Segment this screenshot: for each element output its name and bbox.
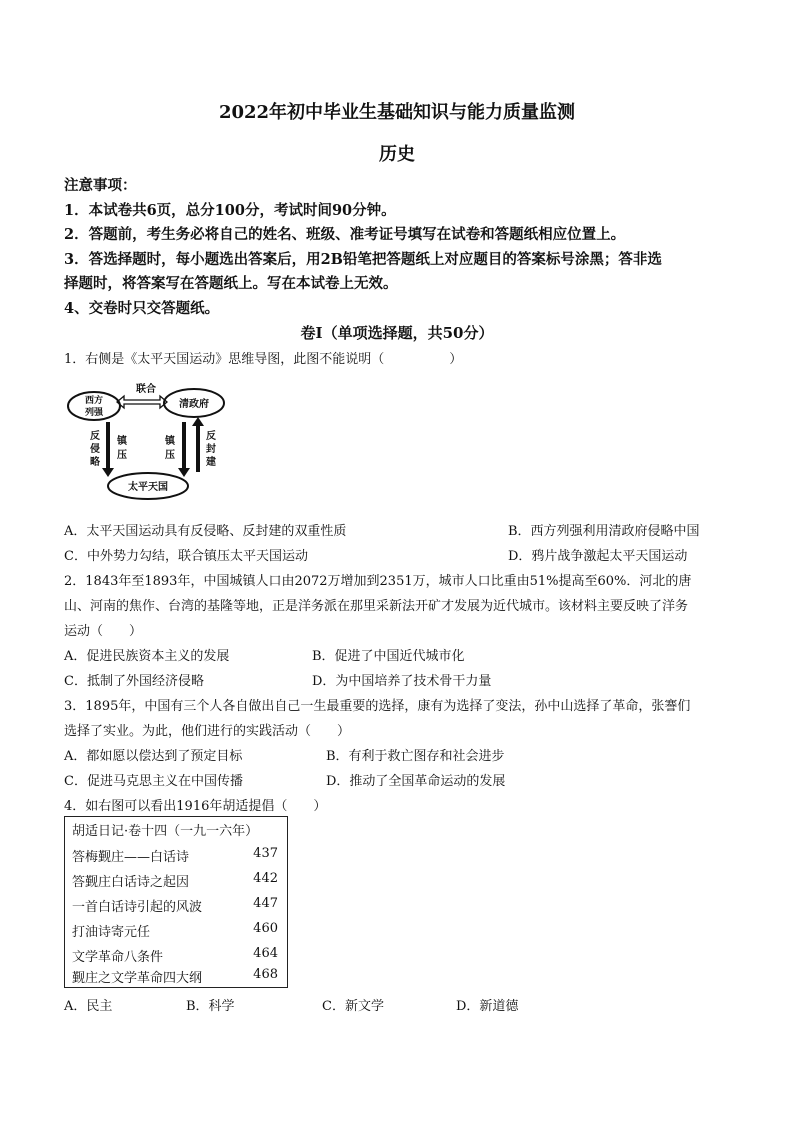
q2-option-a: A．促进民族资本主义的发展 — [64, 649, 230, 664]
anti-feudal-char: 反 — [206, 431, 216, 442]
diary-entry-page: 464 — [253, 946, 278, 961]
arrow-head — [102, 468, 114, 477]
note-item: 2．答题前，考生务必将自己的姓名、班级、准考证号填写在试卷和答题纸相应位置上。 — [64, 226, 626, 243]
diary-entry — [72, 946, 278, 965]
diary-entry-page: 437 — [253, 846, 278, 861]
diary-entry-title: 一首白话诗引起的风波 — [72, 900, 203, 915]
note-item: 3．答选择题时，每小题选出答案后，用2B铅笔把答题纸上对应题目的答案标号涂黑；答非选 — [64, 251, 662, 268]
anti-aggression-char: 略 — [90, 457, 100, 468]
diary-entry-page: 447 — [253, 896, 278, 911]
suppress-char: 镇 — [117, 436, 127, 447]
q4-option-b: B．科学 — [186, 999, 235, 1014]
west-label-2: 列强 — [84, 408, 104, 418]
anti-feudal-char: 封 — [206, 444, 216, 455]
q1-option-c: C．中外势力勾结，联合镇压太平天国运动 — [64, 549, 308, 564]
q3-stem-line: 选择了实业。为此，他们进行的实践活动（ ） — [64, 724, 351, 739]
anti-feudal-char: 建 — [206, 457, 216, 468]
q3-option-a: A．都如愿以偿达到了预定目标 — [64, 749, 243, 764]
qing-label: 清政府 — [179, 399, 209, 410]
q2-option-b: B．促进了中国近代城市化 — [312, 649, 465, 664]
diary-entry-title: 答梅觐庄——白话诗 — [72, 850, 190, 865]
diary-entry-page: 442 — [253, 871, 278, 886]
diary-entry — [72, 871, 278, 890]
note-item: 4、交卷时只交答题纸。 — [64, 300, 220, 317]
arrow-head — [192, 417, 204, 426]
q2-stem-line: 2．1843年至1893年，中国城镇人口由2072万增加到2351万，城市人口比重由51%提高至60%．河北的唐 — [64, 574, 692, 589]
q3-option-b: B．有利于救亡图存和社会进步 — [326, 749, 505, 764]
ally-label: 联合 — [136, 384, 156, 395]
diary-entry-page: 468 — [253, 967, 278, 982]
q2-stem-line: 运动（ ） — [64, 624, 143, 639]
q1-option-d: D．鸦片战争激起太平天国运动 — [508, 549, 688, 564]
q4-option-d: D．新道德 — [456, 999, 519, 1014]
diary-entry — [72, 967, 278, 986]
diary-entry — [72, 896, 278, 915]
suppress-char: 压 — [165, 450, 175, 461]
diary-entry-title: 文学革命八条件 — [72, 950, 164, 965]
taiping-label: 太平天国 — [128, 482, 168, 493]
subject-title: 历史 — [379, 144, 415, 165]
q4-stem: 4．如右图可以看出1916年胡适提倡（ ） — [64, 799, 327, 814]
hushi-diary-table — [64, 816, 288, 988]
q1-option-a: A．太平天国运动具有反侵略、反封建的双重性质 — [64, 524, 347, 539]
diary-entry — [72, 846, 278, 865]
q3-option-d: D．推动了全国革命运动的发展 — [326, 774, 506, 789]
anti-aggression-char: 反 — [90, 431, 100, 442]
q2-option-c: C．抵制了外国经济侵略 — [64, 674, 204, 689]
suppress-char: 压 — [117, 450, 127, 461]
q1-stem: 1．右侧是《太平天国运动》思维导图，此图不能说明（ ） — [64, 352, 463, 367]
diary-entry-title: 答觐庄白话诗之起因 — [72, 875, 190, 890]
note-item: 择题时，将答案写在答题纸上。写在本试卷上无效。 — [64, 275, 398, 292]
anti-aggression-char: 侵 — [90, 444, 100, 455]
diary-entry-title: 打油诗寄元任 — [72, 925, 151, 940]
exam-title: 2022年初中毕业生基础知识与能力质量监测 — [218, 102, 576, 123]
arrow-head — [178, 468, 190, 477]
west-label-1: 西方 — [84, 396, 104, 406]
diary-entry-title: 觐庄之文学革命四大纲 — [72, 971, 203, 986]
diary-title: 胡适日记·卷十四（一九一六年） — [72, 824, 259, 839]
q3-option-c: C．促进马克思主义在中国传播 — [64, 774, 243, 789]
taiping-mind-map — [66, 382, 236, 500]
section-title: 卷Ⅰ（单项选择题，共50分） — [300, 324, 494, 342]
suppress-char: 镇 — [165, 436, 175, 447]
q2-stem-line: 山、河南的焦作、台湾的基隆等地，正是洋务派在那里采新法开矿才发展为近代城市。该材料主要反映了洋务 — [64, 599, 689, 614]
ally-arrow — [117, 396, 167, 408]
note-item: 1．本试卷共6页，总分100分，考试时间90分钟。 — [64, 202, 396, 219]
q1-option-b: B．西方列强利用清政府侵略中国 — [508, 524, 700, 539]
q4-option-c: C．新文学 — [322, 999, 384, 1014]
notes-heading: 注意事项： — [64, 177, 137, 194]
q4-option-a: A．民主 — [64, 999, 113, 1014]
diary-entry-page: 460 — [253, 921, 278, 936]
q3-stem-line: 3．1895年，中国有三个人各自做出自己一生最重要的选择，康有为选择了变法，孙中山选择了革命，张謇们 — [64, 699, 691, 714]
q2-option-d: D．为中国培养了技术骨干力量 — [312, 674, 492, 689]
diary-entry — [72, 921, 278, 940]
